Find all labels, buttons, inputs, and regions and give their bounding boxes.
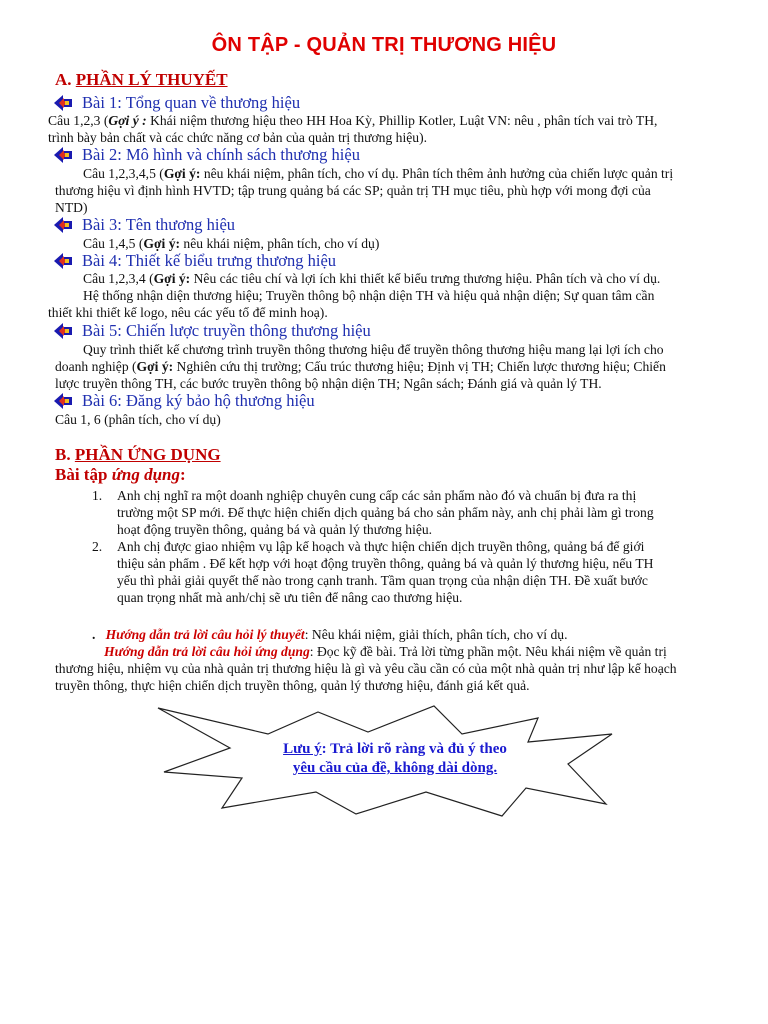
lesson-5-hint: Gợi ý:: [136, 359, 174, 374]
lesson-5-line-1: Quy trình thiết kế chương trình truyền thông thương hiệu để truyền thông thương hiệu mang lại lợi ích cho: [83, 342, 664, 357]
exercise-2-number: 2.: [92, 539, 103, 554]
guide-theory: [92, 626, 567, 643]
guide-application-text-1: : Đọc kỹ đề bài. Trả lời từng phần một. Nêu khái niệm về quản trị: [309, 644, 667, 659]
guide-application-label: Hướng dẫn trả lời câu hỏi ứng dụng: [104, 644, 310, 659]
lesson-4-heading: [54, 251, 336, 271]
lesson-2-hint: Gợi ý:: [163, 166, 201, 181]
guide-theory-dot: .: [92, 627, 96, 642]
lesson-1-hint: Gợi ý :: [108, 113, 147, 128]
section-a-heading: [55, 70, 228, 90]
lesson-1-text-1: Khái niệm thương hiệu theo HH Hoa Kỳ, Phillip Kotler, Luật VN: nêu , phân tích vai trò TH,: [146, 113, 658, 128]
lesson-5-label: Bài 5: Chiến lược truyền thông thương hiệu: [82, 321, 371, 340]
lesson-4-hint: Gợi ý:: [153, 271, 191, 286]
guide-application-line-2: thương hiệu, nhiệm vụ của nhà quản trị thương hiệu là gì và yêu cầu cần có của một nhà quản trị như lập kế hoạch: [55, 661, 677, 676]
lesson-3-question: Câu 1,4,5 (: [83, 236, 144, 251]
note-label: Lưu ý: [283, 741, 322, 757]
arrow-bullet-icon: [54, 323, 72, 339]
note-line-1: [200, 740, 590, 759]
lesson-2-line-2: thương hiệu vì định hình HVTD; tập trung quảng bá các SP; quản trị TH mục tiêu, phù hợp với mong đợi của: [55, 183, 651, 198]
lesson-1-line-2: trình bày bản chất và các chức năng cơ bản của quản trị thương hiệu).: [48, 130, 428, 145]
lesson-2-text-1: nêu khái niệm, phân tích, cho ví dụ. Phân tích thêm ảnh hưởng của chiến lược quản trị: [200, 166, 674, 181]
lesson-3-line-1: [83, 235, 379, 252]
note-text-1: : Trả lời rõ ràng và đủ ý theo: [321, 741, 507, 757]
lesson-4-line-2: Hệ thống nhận diện thương hiệu; Truyền thông bộ nhận diện TH và hiệu quả nhận diện; Sự quan tâm cần: [83, 288, 655, 303]
arrow-bullet-icon: [54, 393, 72, 409]
lesson-2-line-3: NTD): [55, 200, 88, 215]
lesson-1-question: Câu 1,2,3 (: [48, 113, 109, 128]
guide-theory-text: : Nêu khái niệm, giải thích, phân tích, cho ví dụ.: [304, 627, 568, 642]
note-line-2: yêu cầu của đề, không dài dòng.: [292, 760, 498, 776]
section-a-prefix: A.: [55, 70, 76, 89]
arrow-bullet-icon: [54, 95, 72, 111]
arrow-bullet-icon: [54, 147, 72, 163]
exercise-heading: [55, 465, 186, 485]
exercise-2-line-2: thiệu sản phẩm . Để kết hợp với hoạt động truyền thông, quảng bá và quản lý thương hiệu, nếu TH: [117, 556, 654, 571]
exercise-1-line-1: Anh chị nghĩ ra một doanh nghiệp chuyên cung cấp các sản phẩm nào đó và chuẩn bị đưa ra thị: [117, 488, 637, 503]
lesson-4-line-3: thiết khi thiết kế logo, nêu các yếu tố để minh hoạ).: [48, 305, 328, 320]
exercise-1-line-3: hoạt động truyền thông, quảng bá và quản lý thương hiệu.: [117, 522, 433, 537]
exercise-1-line-2: trường một SP mới. Để thực hiện chiến dịch quảng bá cho sản phẩm này, anh chị phải làm gì trong: [117, 505, 654, 520]
lesson-4-line-1: [83, 270, 660, 287]
lesson-5-line-3: lược truyền thông TH, các bước truyền thông bộ nhận diện TH; Ngân sách; Đánh giá và quản lý TH.: [55, 376, 602, 391]
lesson-1-line-1: [48, 112, 657, 129]
exercise-2-line-4: quan trọng nhất mà anh/chị sẽ ưu tiên để nâng cao thương hiệu.: [117, 590, 463, 605]
lesson-2-line-1: [83, 165, 673, 182]
exercise-1-number: 1.: [92, 488, 103, 503]
lesson-5-heading: [54, 321, 371, 341]
lesson-4-question: Câu 1,2,3,4 (: [83, 271, 154, 286]
exercise-2-line-1: Anh chị được giao nhiệm vụ lập kế hoạch và thực hiện chiến dịch truyền thông, quảng bá để giới: [117, 539, 645, 554]
lesson-6-heading: [54, 391, 315, 411]
lesson-1-heading: [54, 93, 300, 113]
exercise-2-line-3: yếu thì phải giải quyết thế nào trong cạnh tranh. Tầm quan trọng của nhận diện TH. Đề xuất bước: [117, 573, 648, 588]
section-b-prefix: B.: [55, 445, 75, 464]
section-b-label: PHẦN ỨNG DỤNG: [74, 445, 221, 464]
lesson-3-hint: Gợi ý:: [143, 236, 181, 251]
section-a-label: PHẦN LÝ THUYẾT: [75, 70, 228, 89]
lesson-2-label: Bài 2: Mô hình và chính sách thương hiệu: [82, 145, 360, 164]
lesson-2-question: Câu 1,2,3,4,5 (: [83, 166, 164, 181]
exercise-heading-a: Bài tập: [55, 465, 112, 484]
guide-application-line-3: truyền thông, thực hiện chiến dịch truyền thông, quản lý thương hiệu, đánh giá kết quả.: [55, 678, 530, 693]
guide-application-line-1: [104, 643, 667, 660]
exercise-heading-b: ứng dụng: [111, 465, 180, 484]
exercise-heading-c: :: [180, 465, 186, 484]
lesson-2-heading: [54, 145, 360, 165]
lesson-3-label: Bài 3: Tên thương hiệu: [82, 215, 236, 234]
lesson-6-line-1: Câu 1, 6 (phân tích, cho ví dụ): [55, 412, 221, 427]
section-b-heading: [55, 445, 221, 465]
arrow-bullet-icon: [54, 253, 72, 269]
lesson-4-label: Bài 4: Thiết kế biểu trưng thương hiệu: [82, 251, 337, 270]
lesson-5-text-2b: Nghiên cứu thị trường; Cấu trúc thương hiệu; Định vị TH; Chiến lược thương hiệu; Chiến: [173, 359, 666, 374]
page-title: ÔN TẬP - QUẢN TRỊ THƯƠNG HIỆU: [211, 34, 557, 56]
arrow-bullet-icon: [54, 217, 72, 233]
lesson-1-label: Bài 1: Tổng quan về thương hiệu: [82, 93, 301, 112]
lesson-3-text-1: nêu khái niệm, phân tích, cho ví dụ): [180, 236, 380, 251]
lesson-5-text-2a: doanh nghiệp (: [55, 359, 137, 374]
note-callout: [200, 740, 590, 778]
guide-theory-label: Hướng dẫn trả lời câu hỏi lý thuyết: [105, 627, 305, 642]
lesson-5-line-2: [55, 358, 666, 375]
lesson-6-label: Bài 6: Đăng ký bảo hộ thương hiệu: [82, 391, 315, 410]
lesson-4-text-1: Nêu các tiêu chí và lợi ích khi thiết kế biểu trưng thương hiệu. Phân tích và cho ví dụ.: [190, 271, 661, 286]
lesson-3-heading: [54, 215, 235, 235]
